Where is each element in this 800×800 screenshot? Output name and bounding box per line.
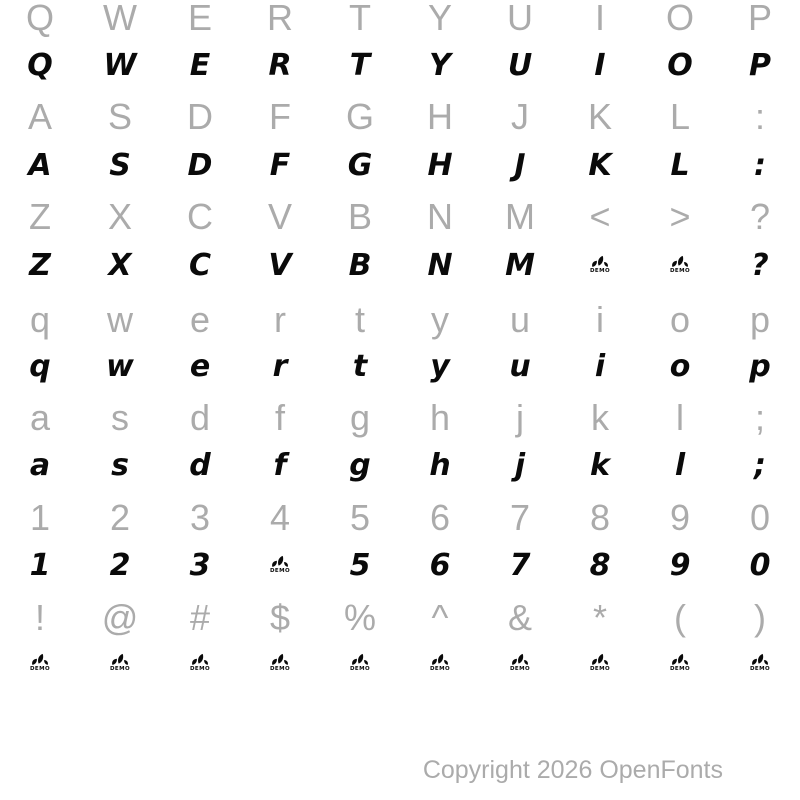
glyph-cell: M xyxy=(505,247,535,283)
glyph-cell: h xyxy=(429,397,451,438)
glyph-cell: @ xyxy=(101,597,139,638)
demo-watermark xyxy=(670,255,690,275)
glyph-cell: < xyxy=(589,196,611,237)
glyph-cell: 5 xyxy=(349,547,371,583)
glyph-cell: O xyxy=(665,0,694,38)
glyph-cell: Q xyxy=(27,47,53,83)
glyph-cell: s xyxy=(111,447,129,483)
glyph-cell: D xyxy=(187,147,213,183)
glyph-cell: W xyxy=(103,47,137,83)
demo-watermark-label: DEMO xyxy=(189,666,211,673)
glyph-cell: e xyxy=(189,299,211,340)
glyph-cell: $ xyxy=(269,597,291,638)
glyph-cell: e xyxy=(189,348,211,384)
glyph-cell: N xyxy=(427,196,453,237)
row-uppercase-home-demo xyxy=(0,140,800,190)
row-lowercase-qwerty-reference xyxy=(0,295,800,345)
demo-watermark xyxy=(510,653,530,673)
glyph-cell: o xyxy=(669,348,691,384)
glyph-cell: X xyxy=(108,247,132,283)
glyph-cell: y xyxy=(431,299,449,340)
glyph-cell: A xyxy=(28,147,52,183)
glyph-cell: r xyxy=(274,299,286,340)
glyph-cell: X xyxy=(107,196,132,237)
fleuron-icon xyxy=(431,653,449,666)
glyph-cell: P xyxy=(747,0,772,38)
row-lowercase-qwerty-demo xyxy=(0,341,800,391)
glyph-cell: U xyxy=(507,0,533,38)
glyph-cell: p xyxy=(749,299,771,340)
glyph-cell: t xyxy=(352,348,368,384)
glyph-cell: 6 xyxy=(429,547,451,583)
glyph-cell: 1 xyxy=(29,547,51,583)
demo-watermark-label: DEMO xyxy=(429,666,451,673)
glyph-cell-demo-placeholder xyxy=(720,638,800,688)
row-uppercase-qwerty-demo xyxy=(0,40,800,90)
row-lowercase-home-reference xyxy=(0,393,800,443)
glyph-cell: J xyxy=(511,96,529,137)
glyph-cell: l xyxy=(676,397,684,438)
glyph-cell: 5 xyxy=(349,497,371,538)
glyph-cell: B xyxy=(347,196,372,237)
glyph-cell: 7 xyxy=(509,547,531,583)
glyph-cell: ! xyxy=(34,597,45,638)
glyph-cell: i xyxy=(596,299,604,340)
glyph-cell: 6 xyxy=(429,497,451,538)
glyph-cell: g xyxy=(349,447,371,483)
glyph-cell: f xyxy=(274,397,285,438)
glyph-cell: S xyxy=(107,96,132,137)
demo-watermark xyxy=(110,653,130,673)
glyph-cell: u xyxy=(509,299,531,340)
glyph-cell: p xyxy=(749,348,771,384)
glyph-cell: M xyxy=(505,196,535,237)
glyph-cell: l xyxy=(674,447,686,483)
glyph-cell: > xyxy=(669,196,691,237)
glyph-cell: & xyxy=(507,597,532,638)
glyph-cell: R xyxy=(268,47,292,83)
glyph-cell-demo-placeholder xyxy=(160,638,240,688)
glyph-cell: D xyxy=(187,96,213,137)
glyph-cell: 3 xyxy=(189,547,211,583)
glyph-cell: 9 xyxy=(669,547,691,583)
fleuron-icon xyxy=(351,653,369,666)
glyph-cell: K xyxy=(588,147,612,183)
demo-watermark xyxy=(350,653,370,673)
glyph-cell: 9 xyxy=(669,497,691,538)
glyph-cell: B xyxy=(348,247,372,283)
row-symbols-reference xyxy=(0,593,800,643)
row-digits-reference xyxy=(0,493,800,543)
glyph-cell: t xyxy=(354,299,365,340)
glyph-cell: j xyxy=(516,397,524,438)
glyph-cell: 4 xyxy=(269,497,291,538)
demo-watermark xyxy=(590,653,610,673)
glyph-cell: ) xyxy=(754,597,766,638)
demo-watermark-label: DEMO xyxy=(509,666,531,673)
fleuron-icon xyxy=(111,653,129,666)
glyph-cell: f xyxy=(273,447,287,483)
demo-watermark-label: DEMO xyxy=(109,666,131,673)
glyph-cell: 0 xyxy=(749,547,771,583)
glyph-cell: C xyxy=(188,247,212,283)
row-uppercase-bottom-demo xyxy=(0,240,800,290)
glyph-cell: V xyxy=(267,196,292,237)
glyph-cell: L xyxy=(669,96,691,137)
glyph-cell: u xyxy=(509,348,531,384)
glyph-cell: J xyxy=(514,147,526,183)
glyph-cell: ; xyxy=(754,447,766,483)
glyph-cell: P xyxy=(749,47,771,83)
glyph-cell: 2 xyxy=(109,547,131,583)
glyph-cell: ( xyxy=(674,597,686,638)
glyph-cell: ? xyxy=(749,196,771,237)
row-uppercase-qwerty-reference xyxy=(0,0,800,43)
demo-watermark-label: DEMO xyxy=(29,666,51,673)
glyph-cell-demo-placeholder xyxy=(480,638,560,688)
demo-watermark-label: DEMO xyxy=(669,666,691,673)
glyph-cell-demo-placeholder xyxy=(640,240,720,290)
demo-watermark xyxy=(430,653,450,673)
row-symbols-demo xyxy=(0,638,800,688)
copyright-text: Copyright 2026 OpenFonts xyxy=(422,756,723,784)
glyph-cell: s xyxy=(111,397,129,438)
glyph-cell: R xyxy=(267,0,293,38)
glyph-cell: W xyxy=(103,0,137,38)
glyph-cell: k xyxy=(591,397,609,438)
glyph-cell: # xyxy=(189,597,211,638)
glyph-cell: 3 xyxy=(189,497,211,538)
fleuron-icon xyxy=(31,653,49,666)
fleuron-icon xyxy=(671,255,689,268)
demo-watermark xyxy=(590,255,610,275)
demo-watermark-label: DEMO xyxy=(589,268,611,275)
glyph-cell: Y xyxy=(427,0,452,38)
glyph-cell: G xyxy=(347,147,373,183)
glyph-cell: q xyxy=(29,299,51,340)
glyph-cell: ; xyxy=(754,397,765,438)
glyph-cell: r xyxy=(272,348,288,384)
row-uppercase-home-reference xyxy=(0,92,800,142)
fleuron-icon xyxy=(271,653,289,666)
glyph-cell-demo-placeholder xyxy=(240,540,320,590)
glyph-cell: 7 xyxy=(509,497,531,538)
glyph-cell: % xyxy=(343,597,376,638)
glyph-cell-demo-placeholder xyxy=(640,638,720,688)
glyph-cell: j xyxy=(514,447,526,483)
glyph-cell: w xyxy=(106,348,134,384)
glyph-cell: 8 xyxy=(589,497,611,538)
fleuron-icon xyxy=(591,255,609,268)
glyph-cell: g xyxy=(349,397,371,438)
fleuron-icon xyxy=(271,555,289,568)
demo-watermark xyxy=(190,653,210,673)
glyph-cell: 1 xyxy=(29,497,51,538)
glyph-cell: a xyxy=(29,447,51,483)
row-uppercase-bottom-reference xyxy=(0,192,800,242)
glyph-cell: q xyxy=(29,348,51,384)
fleuron-icon xyxy=(671,653,689,666)
glyph-cell-demo-placeholder xyxy=(560,638,640,688)
glyph-cell: 0 xyxy=(749,497,771,538)
glyph-cell: A xyxy=(27,96,52,137)
glyph-cell: C xyxy=(187,196,213,237)
glyph-cell: d xyxy=(189,447,211,483)
glyph-cell-demo-placeholder xyxy=(80,638,160,688)
glyph-cell: k xyxy=(590,447,610,483)
demo-watermark xyxy=(670,653,690,673)
glyph-cell: K xyxy=(587,96,612,137)
demo-watermark-label: DEMO xyxy=(349,666,371,673)
glyph-cell: E xyxy=(187,0,212,38)
demo-watermark xyxy=(750,653,770,673)
glyph-cell-demo-placeholder xyxy=(400,638,480,688)
glyph-cell: I xyxy=(594,0,605,38)
demo-watermark-label: DEMO xyxy=(669,268,691,275)
glyph-cell: ? xyxy=(751,247,769,283)
glyph-cell: 2 xyxy=(109,497,131,538)
demo-watermark-label: DEMO xyxy=(589,666,611,673)
glyph-cell: F xyxy=(269,96,291,137)
row-digits-demo xyxy=(0,540,800,590)
glyph-cell: O xyxy=(667,47,693,83)
glyph-cell: L xyxy=(670,147,690,183)
glyph-cell-demo-placeholder xyxy=(240,638,320,688)
glyph-cell: y xyxy=(430,348,450,384)
glyph-cell: Q xyxy=(25,0,54,38)
fleuron-icon xyxy=(511,653,529,666)
glyph-cell: Z xyxy=(29,196,51,237)
glyph-cell: H xyxy=(427,147,453,183)
demo-watermark-label: DEMO xyxy=(269,568,291,575)
glyph-cell-demo-placeholder xyxy=(560,240,640,290)
glyph-cell: G xyxy=(345,96,374,137)
glyph-cell: ^ xyxy=(431,597,449,638)
glyph-cell: Z xyxy=(29,247,51,283)
glyph-cell: T xyxy=(349,0,371,38)
fleuron-icon xyxy=(751,653,769,666)
demo-watermark xyxy=(30,653,50,673)
glyph-cell: a xyxy=(29,397,51,438)
glyph-cell: : xyxy=(754,147,766,183)
demo-watermark-label: DEMO xyxy=(269,666,291,673)
glyph-cell: T xyxy=(349,47,371,83)
glyph-cell: w xyxy=(107,299,133,340)
demo-watermark xyxy=(270,555,290,575)
glyph-cell: : xyxy=(754,96,765,137)
glyph-cell: * xyxy=(592,597,607,638)
glyph-cell: E xyxy=(189,47,211,83)
demo-watermark-label: DEMO xyxy=(749,666,771,673)
glyph-cell: 8 xyxy=(589,547,611,583)
glyph-cell: U xyxy=(507,47,533,83)
glyph-cell-demo-placeholder xyxy=(320,638,400,688)
glyph-cell: i xyxy=(594,348,606,384)
fleuron-icon xyxy=(191,653,209,666)
glyph-cell: o xyxy=(669,299,691,340)
glyph-cell: Y xyxy=(429,47,451,83)
row-lowercase-home-demo xyxy=(0,440,800,490)
fleuron-icon xyxy=(591,653,609,666)
demo-watermark xyxy=(270,653,290,673)
glyph-cell-demo-placeholder xyxy=(0,638,80,688)
glyph-cell: N xyxy=(427,247,453,283)
glyph-cell: S xyxy=(109,147,131,183)
glyph-cell: V xyxy=(268,247,292,283)
glyph-cell: h xyxy=(429,447,451,483)
glyph-cell: I xyxy=(594,47,606,83)
glyph-cell: F xyxy=(269,147,291,183)
glyph-cell: H xyxy=(427,96,453,137)
glyph-cell: d xyxy=(189,397,211,438)
